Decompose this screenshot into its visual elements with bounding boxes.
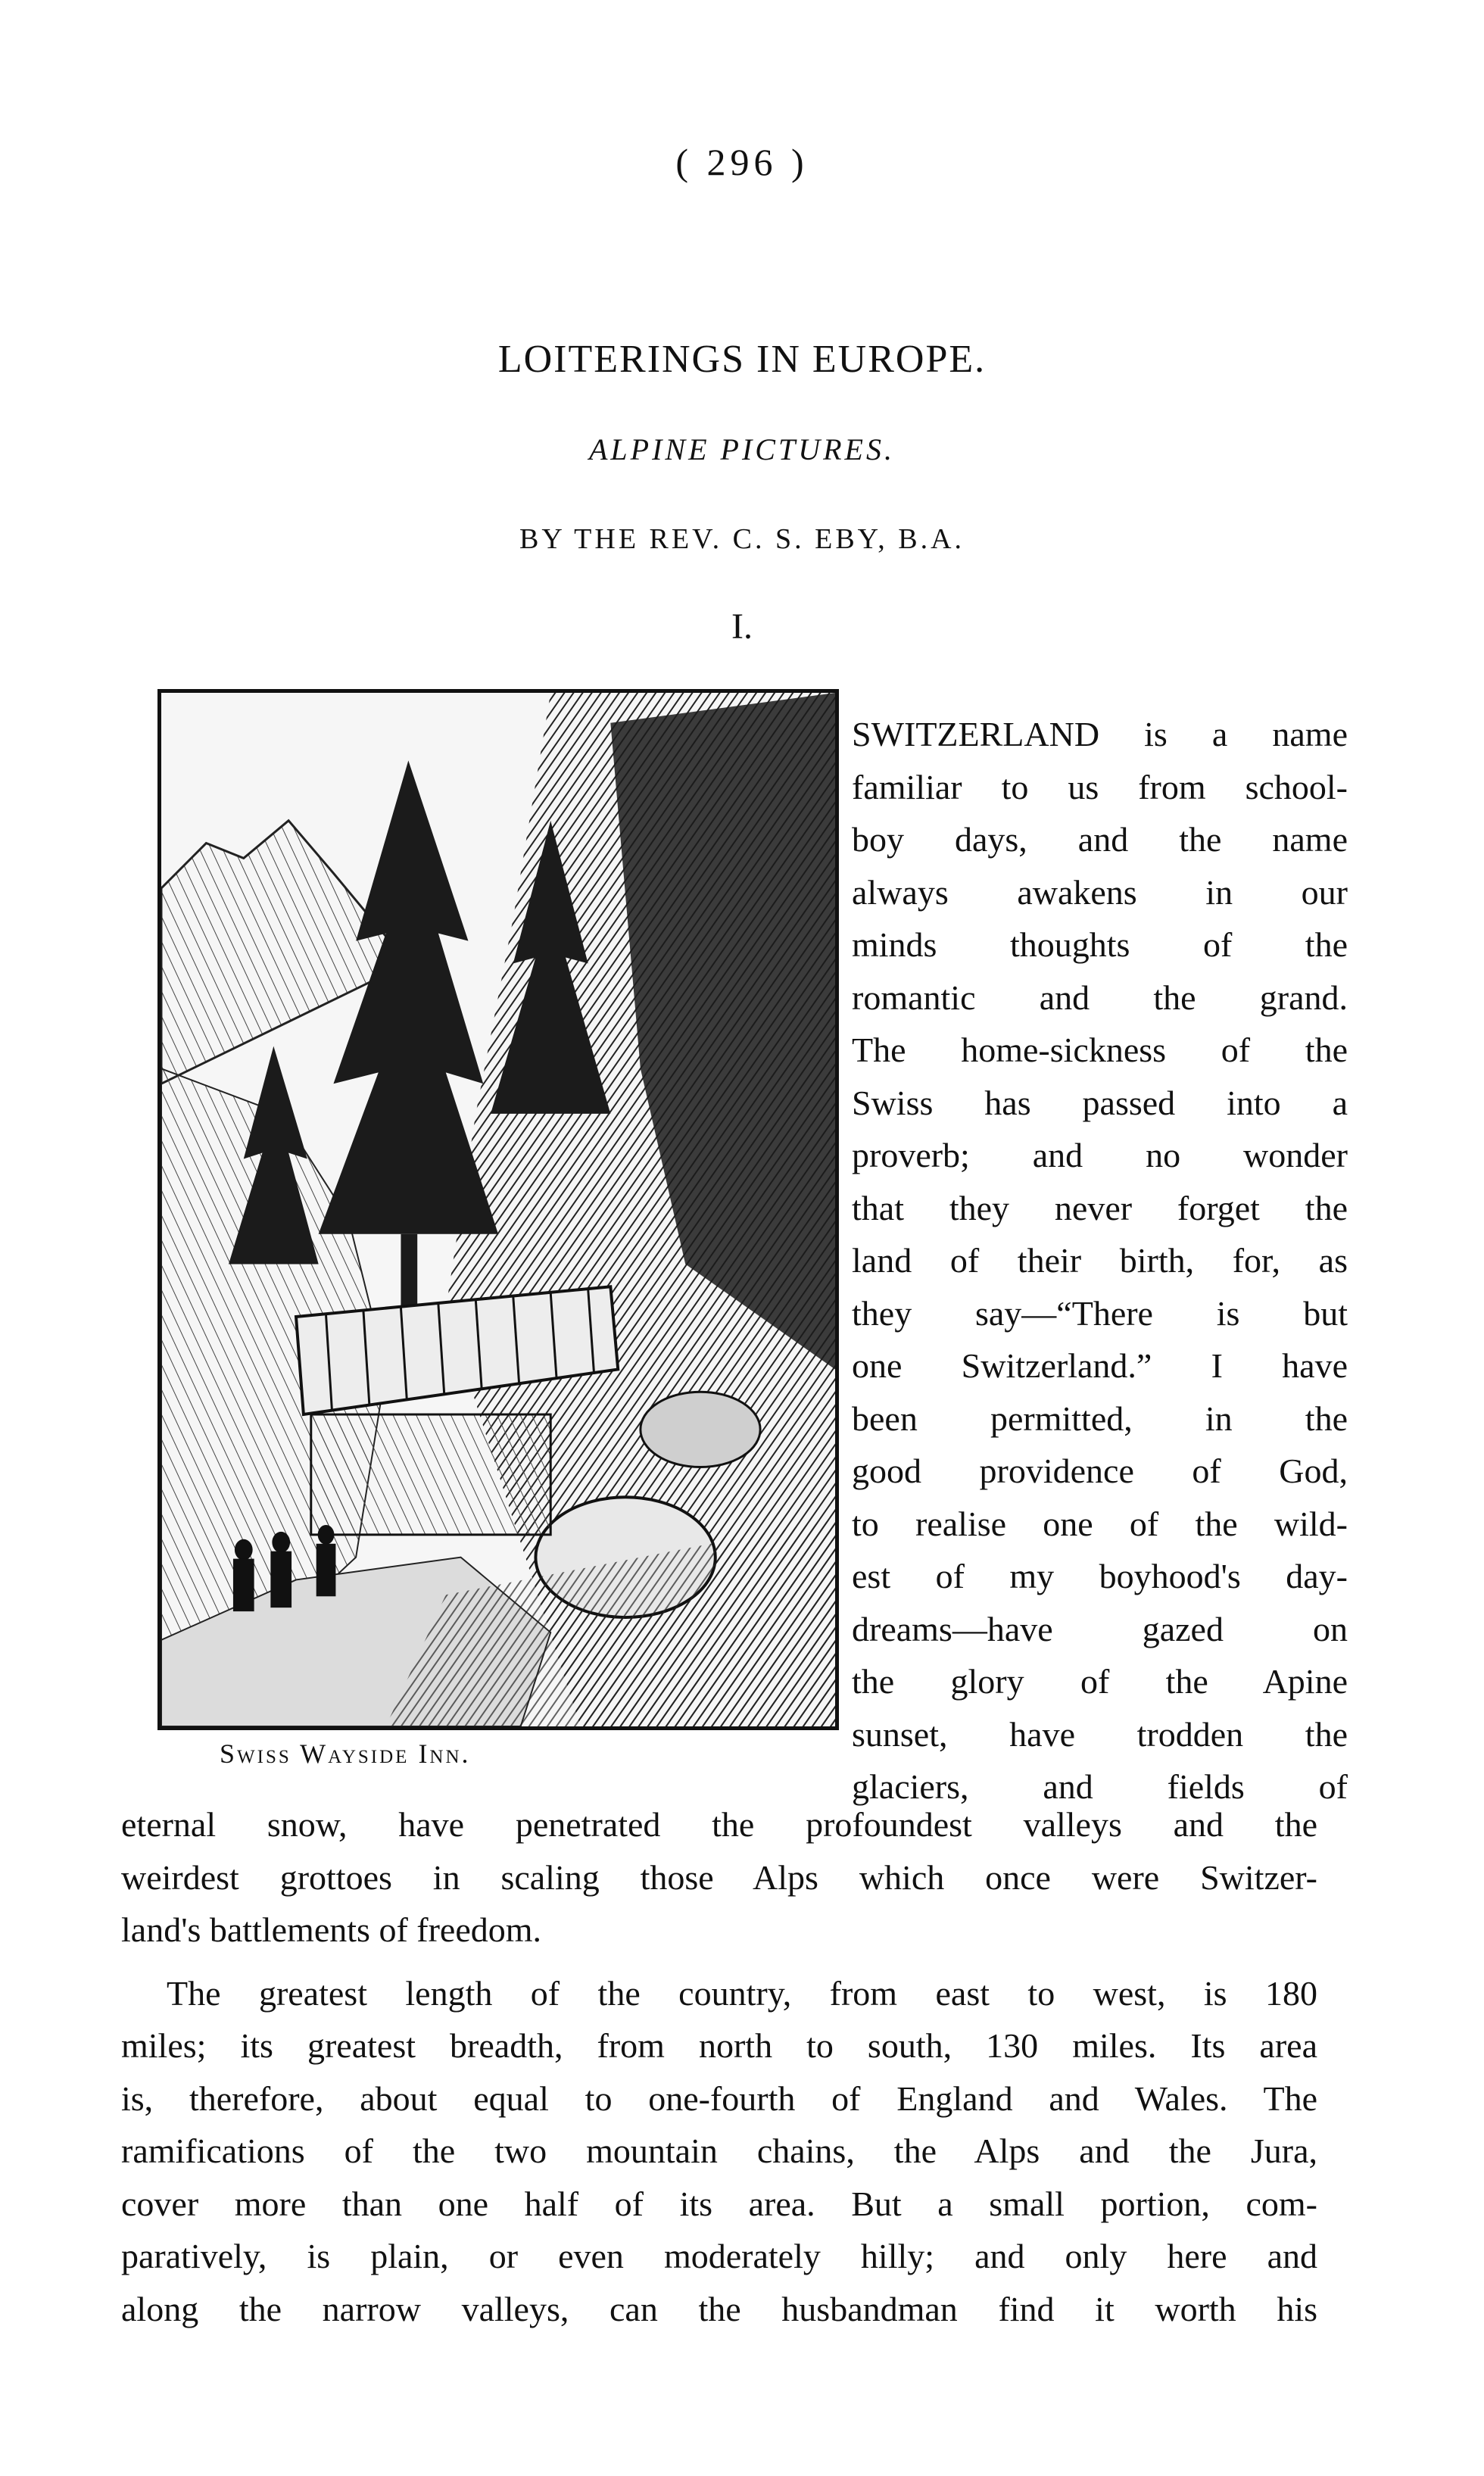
side-column-text [852,708,1348,1813]
body-line: paratively, is plain, or even moderately hilly; and only here and [121,2237,1317,2275]
side-line: sunset, have trodden the [852,1714,1348,1754]
body-text [121,1798,1317,2335]
body-line: land's battlements of freedom. [121,1910,542,1949]
side-line: romantic and the grand. [852,978,1348,1017]
side-line: minds thoughts of the [852,925,1348,964]
article-subtitle: ALPINE PICTURES. [589,432,895,466]
paragraph [121,1967,1317,2336]
side-line: good providence of God, [852,1452,1348,1490]
side-line: land of their birth, for, as [852,1241,1348,1280]
side-line: Swiss has passed into a [852,1083,1348,1122]
side-line: The home-sickness of the [852,1031,1348,1069]
figure-caption: Swiss Wayside Inn. [220,1739,471,1769]
page-number: ( 296 ) [675,141,809,183]
body-line: The greatest length of the country, from east to west, is 180 [167,1973,1317,2013]
section-numeral: I. [731,607,753,647]
side-line: the glory of the Apine [852,1662,1348,1701]
side-line: proverb; and no wonder [852,1136,1348,1174]
side-line: been permitted, in the [852,1399,1348,1438]
body-line: miles; its greatest breadth, from north to south, 130 miles. Its area [121,2026,1317,2065]
body-line: along the narrow valleys, can the husbandman find it worth his [121,2289,1317,2328]
paragraph [121,1798,1317,1957]
body-line: cover more than one half of its area. But a small portion, com- [121,2184,1317,2223]
side-line: familiar to us from school- [852,767,1348,806]
swiss-wayside-inn-engraving [161,693,835,1726]
article-title: LOITERINGS IN EUROPE. [497,338,987,381]
body-line: is, therefore, about equal to one-fourth of England and Wales. The [121,2078,1317,2118]
side-line: they say—“There is but [852,1293,1348,1333]
side-line: one Switzerland.” I have [852,1346,1348,1385]
side-line: to realise one of the wild- [852,1504,1348,1543]
body-line: ramifications of the two mountain chains, the Alps and the Jura, [121,2131,1317,2170]
body-line: eternal snow, have penetrated the profoundest valleys and the [121,1805,1317,1844]
side-line: always awakens in our [852,872,1348,912]
body-line: weirdest grottoes in scaling those Alps which once were Switzer- [121,1857,1317,1897]
side-line: est of my boyhood's day- [852,1557,1348,1595]
engraving-illustration [157,689,839,1730]
side-line: SWITZERLAND is a name [852,715,1348,753]
author-byline: BY THE REV. C. S. EBY, B.A. [519,523,965,555]
side-line: glaciers, and fields of [852,1767,1348,1806]
side-line: dreams—have gazed on [852,1609,1348,1648]
side-line: boy days, and the name [852,820,1348,859]
side-line: that they never forget the [852,1188,1348,1227]
